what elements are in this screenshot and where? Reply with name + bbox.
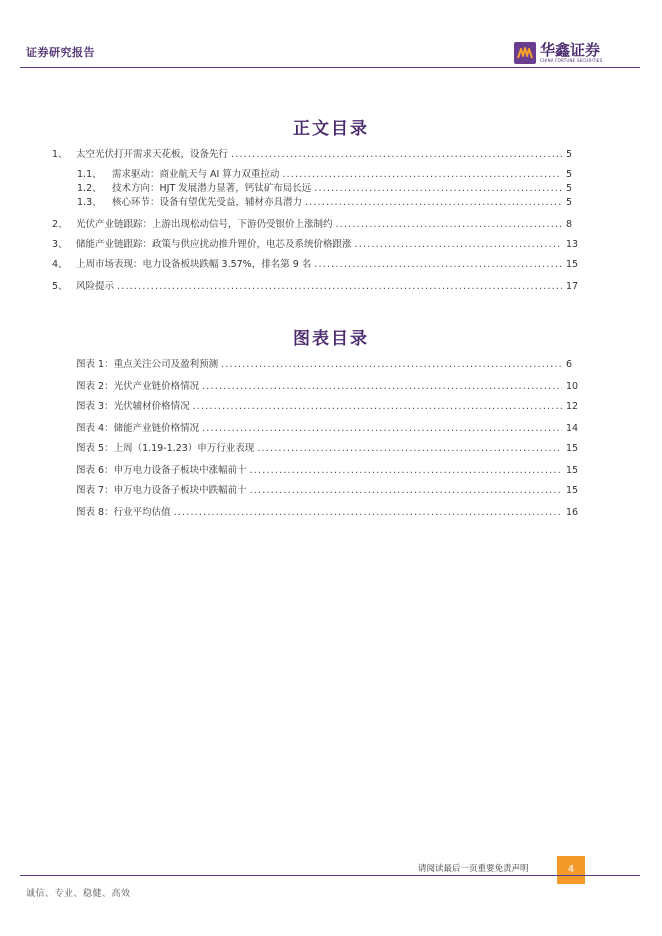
figure-entry-text: 图表 4：储能产业链价格情况 (76, 423, 200, 434)
toc-entry-text: 储能产业链跟踪：政策与供应扰动推升锂价，电芯及系统价格跟涨 (76, 239, 352, 250)
page-number-badge: 4 (557, 856, 585, 884)
toc-entry-number: 1.2、 (77, 183, 102, 194)
figure-entry-text: 图表 6：申万电力设备子板块中涨幅前十 (76, 465, 247, 476)
figure-entry[interactable] (0, 422, 662, 436)
toc-entry-page: 17 (566, 281, 579, 292)
toc-entry-page: 15 (566, 259, 579, 270)
figure-entry-page: 14 (566, 423, 579, 434)
toc-entry-number: 2、 (52, 219, 68, 230)
figure-entry-text: 图表 5：上周（1.19-1.23）申万行业表现 (76, 443, 255, 454)
figure-entry-page: 16 (566, 507, 579, 518)
leader-dots (193, 400, 562, 414)
leader-dots (336, 218, 562, 232)
toc-entry-page: 8 (566, 219, 573, 230)
toc-entry[interactable] (0, 182, 662, 196)
toc-entry-number: 5、 (52, 281, 68, 292)
toc-entry-text: 技术方向：HJT 发展潜力显著，钙钛矿布局长远 (112, 183, 312, 194)
toc-entry-number: 3、 (52, 239, 68, 250)
leader-dots (250, 464, 562, 478)
toc-entry[interactable] (0, 238, 662, 252)
figure-entry[interactable] (0, 358, 662, 372)
leader-dots (314, 258, 562, 272)
leader-dots (314, 182, 562, 196)
figure-entry-page: 15 (566, 443, 579, 454)
toc-entry-text: 风险提示 (76, 281, 115, 292)
toc-entry-page: 13 (566, 239, 579, 250)
figure-entry-text: 图表 1：重点关注公司及盈利预测 (76, 359, 219, 370)
leader-dots (305, 196, 562, 210)
toc-entry[interactable] (0, 258, 662, 272)
figure-entry-page: 15 (566, 485, 579, 496)
toc-entry-number: 4、 (52, 259, 68, 270)
figure-entry-page: 15 (566, 465, 579, 476)
figure-entry[interactable] (0, 506, 662, 520)
toc-entry[interactable] (0, 168, 662, 182)
figures-title: 图表目录 (293, 329, 369, 349)
toc-entry-number: 1.1、 (77, 169, 102, 180)
toc-entry-number: 1、 (52, 149, 68, 160)
toc-entry[interactable] (0, 218, 662, 232)
figure-entry[interactable] (0, 442, 662, 456)
figure-entry[interactable] (0, 464, 662, 478)
leader-dots (221, 358, 562, 372)
toc-entry-page: 5 (566, 197, 573, 208)
leader-dots (250, 484, 562, 498)
logo-cn-text: 华鑫证券 (540, 41, 601, 59)
figure-entry[interactable] (0, 484, 662, 498)
toc-entry-text: 上周市场表现：电力设备板块跌幅 3.57%，排名第 9 名 (76, 259, 312, 270)
disclaimer-notice[interactable]: 请阅读最后一页重要免责声明 (418, 864, 529, 874)
figure-entry-text: 图表 3：光伏辅材价格情况 (76, 401, 190, 412)
toc-entry-text: 太空光伏打开需求天花板，设备先行 (76, 149, 229, 160)
toc-entry-text: 需求驱动：商业航天与 AI 算力双重拉动 (112, 169, 280, 180)
leader-dots (257, 442, 562, 456)
leader-dots (174, 506, 562, 520)
leader-dots (117, 280, 562, 294)
leader-dots (282, 168, 562, 182)
logo[interactable] (514, 40, 640, 66)
toc-title: 正文目录 (293, 119, 369, 139)
header-label: 证券研究报告 (26, 46, 95, 59)
figure-entry-page: 12 (566, 401, 579, 412)
toc-entry-page: 5 (566, 183, 573, 194)
leader-dots (202, 380, 562, 394)
figure-entry-page: 10 (566, 381, 579, 392)
toc-entry[interactable] (0, 196, 662, 210)
logo-en-text: CHINA FORTUNE SECURITIES (540, 58, 603, 63)
toc-entry[interactable] (0, 148, 662, 162)
hexin-logo-icon (514, 42, 536, 64)
toc-entry-text: 核心环节：设备有望优先受益，辅材亦具潜力 (112, 197, 303, 208)
toc-entry-text: 光伏产业链跟踪：上游出现松动信号，下游仍受银价上涨制约 (76, 219, 333, 230)
leader-dots (202, 422, 562, 436)
figure-entry-text: 图表 8：行业平均估值 (76, 507, 171, 518)
figure-entry-page: 6 (566, 359, 573, 370)
leader-dots (231, 148, 562, 162)
footer-rule (20, 875, 640, 876)
figure-entry[interactable] (0, 400, 662, 414)
toc-entry-number: 1.3、 (77, 197, 102, 208)
leader-dots (355, 238, 562, 252)
footer-motto: 诚信、专业、稳健、高效 (26, 889, 131, 899)
header-rule (20, 67, 640, 68)
figure-entry[interactable] (0, 380, 662, 394)
toc-entry-page: 5 (566, 149, 573, 160)
toc-entry-page: 5 (566, 169, 573, 180)
toc-entry[interactable] (0, 280, 662, 294)
figure-entry-text: 图表 2：光伏产业链价格情况 (76, 381, 200, 392)
figure-entry-text: 图表 7：申万电力设备子板块中跌幅前十 (76, 485, 247, 496)
